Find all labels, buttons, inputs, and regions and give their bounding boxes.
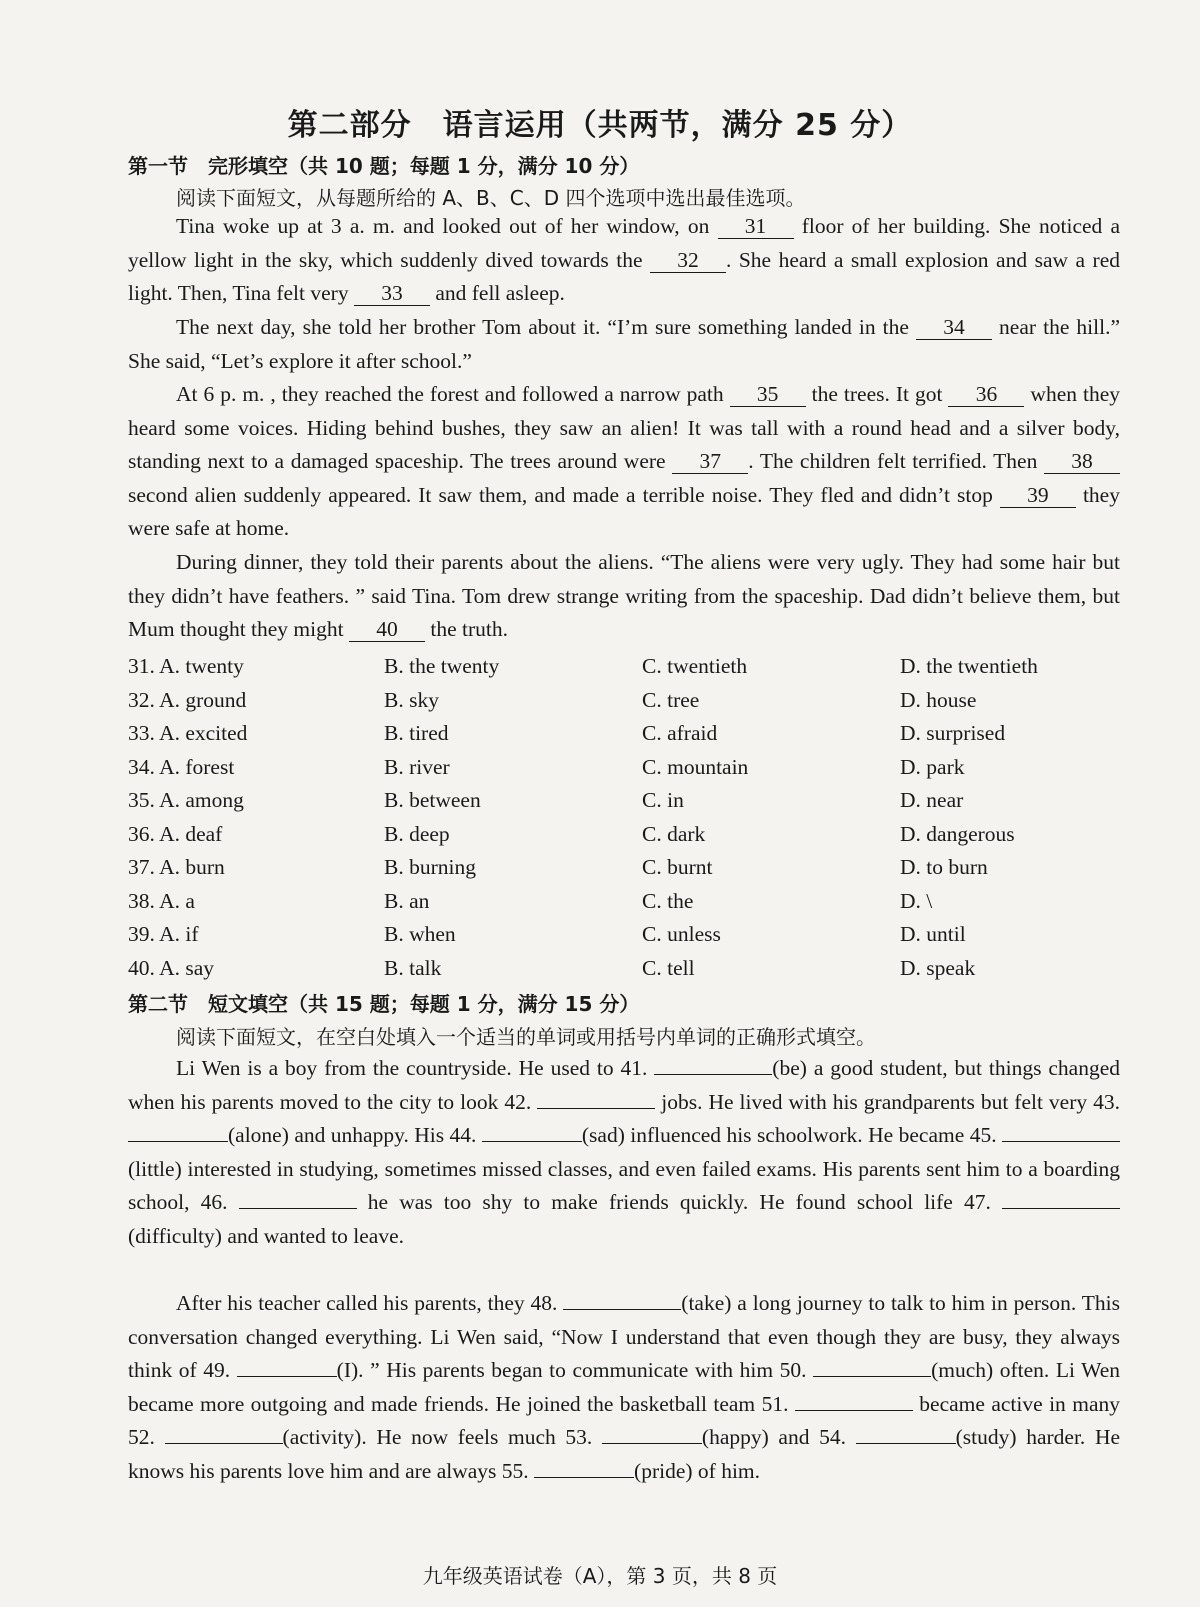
fill-paragraph-2: After his teacher called his parents, they 48. (take) a long journey to talk to him in person. This conversation changed everything. Li Wen said, “Now I understand that even though they are busy, they always think of 49. (I). ” His parents began to communicate with him 50. (much) often. Li Wen became more outgoing and made friends. He joined the basketball team 51. became active in many 52. (activity). He now feels much 53. (happy) and 54. (study) harder. He knows his parents love him and are always 55. (pride) of him. bbox=[128, 1291, 1121, 1483]
blank-47 bbox=[1002, 1208, 1120, 1209]
option-row-35: 35. A. among B. between C. in D. near bbox=[128, 788, 964, 812]
blank-49 bbox=[237, 1376, 337, 1377]
blank-51 bbox=[795, 1410, 913, 1411]
cloze-options bbox=[128, 650, 1120, 985]
blank-42 bbox=[537, 1108, 655, 1109]
page-footer: 九年级英语试卷（A），第 3 页，共 8 页 bbox=[422, 1564, 778, 1588]
blank-39: 39 bbox=[1000, 483, 1076, 508]
cloze-paragraph-2: The next day, she told her brother Tom about it. “I’m sure something landed in the 34 near the hill.” She said, “Let’s explore it after school.” bbox=[128, 315, 1120, 373]
blank-37: 37 bbox=[672, 449, 748, 474]
section1-instruction: 阅读下面短文，从每题所给的 A、B、C、D 四个选项中选出最佳选项。 bbox=[176, 186, 806, 210]
section1-heading: 第一节 完形填空（共 10 题；每题 1 分，满分 10 分） bbox=[128, 154, 640, 178]
blank-36: 36 bbox=[948, 382, 1024, 407]
blank-45 bbox=[1002, 1141, 1120, 1142]
option-row-38: 38. A. a B. an C. the D. \ bbox=[128, 888, 933, 913]
blank-32: 32 bbox=[650, 248, 726, 273]
cloze-paragraph-4: During dinner, they told their parents about the aliens. “The aliens were very ugly. They had some hair but they didn’t have feathers. ” said Tina. Tom drew strange writing from the spaceship. Dad didn’t believe them, but Mum thought they might 40 the truth. bbox=[128, 550, 1120, 641]
blank-48 bbox=[563, 1309, 681, 1310]
option-row-36: 36. A. deaf B. deep C. dark D. dangerous bbox=[128, 821, 1015, 846]
cloze-paragraph-3: At 6 p. m. , they reached the forest and followed a narrow path 35 the trees. It got 36 when they heard some voices. Hiding behind bushes, they saw an alien! It was tall with a round head and a silver body, standing next to a damaged spaceship. The trees around were 37 . The children felt terrified. Then 38 second alien suddenly appeared. It saw them, and made a terrible noise. They fled and didn’t stop 39 they were safe at home. bbox=[128, 382, 1120, 540]
section2-heading: 第二节 短文填空（共 15 题；每题 1 分，满分 15 分） bbox=[128, 992, 640, 1016]
blank-33: 33 bbox=[354, 281, 430, 306]
option-row-34: 34. A. forest B. river C. mountain D. park bbox=[128, 754, 965, 779]
blank-38: 38 bbox=[1044, 449, 1120, 474]
option-row-31: 31. A. twenty B. the twenty C. twentieth D. the twentieth bbox=[128, 654, 1038, 678]
option-row-33: 33. A. excited B. tired C. afraid D. surprised bbox=[128, 721, 1006, 745]
blank-50 bbox=[813, 1376, 931, 1377]
blank-53 bbox=[602, 1443, 702, 1444]
blank-52 bbox=[165, 1443, 283, 1444]
cloze-paragraph-1: Tina woke up at 3 a. m. and looked out of her window, on 31 floor of her building. She noticed a yellow light in the sky, which suddenly dived towards the 32 . She heard a small explosion and saw a red light. Then, Tina felt very 33 and fell asleep. bbox=[128, 214, 1120, 305]
option-row-40: 40. A. say B. talk C. tell D. speak bbox=[128, 955, 976, 980]
blank-40: 40 bbox=[349, 617, 425, 642]
option-row-32: 32. A. ground B. sky C. tree D. house bbox=[128, 687, 977, 712]
part-title: 第二部分 语言运用（共两节，满分 25 分） bbox=[287, 108, 913, 143]
blank-43 bbox=[128, 1141, 228, 1142]
blank-34: 34 bbox=[916, 315, 992, 340]
option-row-39: 39. A. if B. when C. unless D. until bbox=[128, 922, 966, 946]
option-row-37: 37. A. burn B. burning C. burnt D. to burn bbox=[128, 855, 988, 879]
blank-35: 35 bbox=[730, 382, 806, 407]
blank-31: 31 bbox=[718, 214, 794, 239]
blank-55 bbox=[534, 1477, 634, 1478]
section2-instruction: 阅读下面短文，在空白处填入一个适当的单词或用括号内单词的正确形式填空。 bbox=[176, 1025, 876, 1049]
blank-54 bbox=[856, 1443, 956, 1444]
fill-paragraph-1: Li Wen is a boy from the countryside. He used to 41. (be) a good student, but things changed when his parents moved to the city to look 42. jobs. He lived with his grandparents but felt very 43. (alone) and unhappy. His 44. (sad) influenced his schoolwork. He became 45. (little) interested in studying, sometimes missed classes, and even failed exams. His parents sent him to a boarding school, 46. he was too shy to make friends quickly. He found school life 47. (difficulty) and wanted to leave. bbox=[128, 1056, 1121, 1248]
blank-44 bbox=[482, 1141, 582, 1142]
blank-41 bbox=[654, 1074, 772, 1075]
blank-46 bbox=[239, 1208, 357, 1209]
